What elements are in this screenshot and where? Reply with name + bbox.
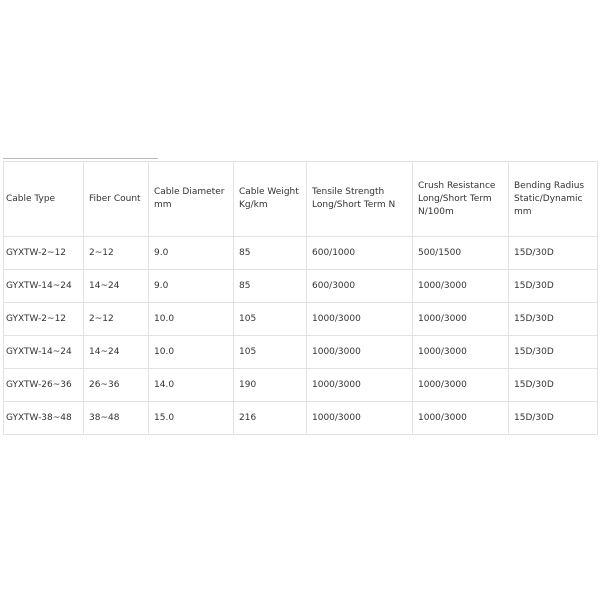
cell-tensile-strength: 1000/3000 (307, 402, 413, 435)
cell-fiber-count: 26~36 (84, 369, 149, 402)
cell-fiber-count: 38~48 (84, 402, 149, 435)
table-row (4, 270, 598, 303)
cell-fiber-count: 14~24 (84, 336, 149, 369)
cell-crush-resistance: 1000/3000 (413, 270, 509, 303)
cell-cable-weight: 105 (234, 336, 307, 369)
top-divider (3, 158, 158, 159)
table-header-row (4, 162, 598, 237)
cell-bending-radius: 15D/30D (509, 369, 598, 402)
cell-bending-radius: 15D/30D (509, 237, 598, 270)
cable-spec-table (3, 161, 598, 435)
cell-cable-type: GYXTW-14~24 (4, 270, 84, 303)
cell-bending-radius: 15D/30D (509, 402, 598, 435)
table-row (4, 237, 598, 270)
cell-cable-diameter: 14.0 (149, 369, 234, 402)
cell-tensile-strength: 600/1000 (307, 237, 413, 270)
table-row (4, 402, 598, 435)
cell-crush-resistance: 1000/3000 (413, 402, 509, 435)
cell-bending-radius: 15D/30D (509, 270, 598, 303)
cell-cable-type: GYXTW-26~36 (4, 369, 84, 402)
table-row (4, 369, 598, 402)
header-bending-radius: Bending Radius Static/Dynamic mm (509, 162, 598, 237)
cell-cable-diameter: 15.0 (149, 402, 234, 435)
cell-bending-radius: 15D/30D (509, 303, 598, 336)
header-cable-diameter: Cable Diameter mm (149, 162, 234, 237)
header-crush-resistance: Crush Resistance Long/Short Term N/100m (413, 162, 509, 237)
cell-cable-weight: 85 (234, 270, 307, 303)
cell-bending-radius: 15D/30D (509, 336, 598, 369)
cell-cable-type: GYXTW-2~12 (4, 303, 84, 336)
cell-crush-resistance: 1000/3000 (413, 336, 509, 369)
header-cable-weight: Cable Weight Kg/km (234, 162, 307, 237)
cell-cable-weight: 105 (234, 303, 307, 336)
cell-cable-type: GYXTW-14~24 (4, 336, 84, 369)
table-row (4, 303, 598, 336)
cell-cable-diameter: 10.0 (149, 303, 234, 336)
cell-cable-weight: 190 (234, 369, 307, 402)
cell-tensile-strength: 1000/3000 (307, 369, 413, 402)
table-row (4, 336, 598, 369)
cell-tensile-strength: 600/3000 (307, 270, 413, 303)
header-cable-type: Cable Type (4, 162, 84, 237)
cell-fiber-count: 14~24 (84, 270, 149, 303)
cell-fiber-count: 2~12 (84, 303, 149, 336)
cell-cable-weight: 216 (234, 402, 307, 435)
cell-cable-type: GYXTW-2~12 (4, 237, 84, 270)
cell-cable-diameter: 9.0 (149, 237, 234, 270)
cell-fiber-count: 2~12 (84, 237, 149, 270)
header-fiber-count: Fiber Count (84, 162, 149, 237)
cell-cable-type: GYXTW-38~48 (4, 402, 84, 435)
cell-cable-diameter: 9.0 (149, 270, 234, 303)
cell-tensile-strength: 1000/3000 (307, 336, 413, 369)
cell-crush-resistance: 500/1500 (413, 237, 509, 270)
header-tensile-strength: Tensile Strength Long/Short Term N (307, 162, 413, 237)
cell-cable-diameter: 10.0 (149, 336, 234, 369)
cell-crush-resistance: 1000/3000 (413, 369, 509, 402)
cell-cable-weight: 85 (234, 237, 307, 270)
cell-crush-resistance: 1000/3000 (413, 303, 509, 336)
cell-tensile-strength: 1000/3000 (307, 303, 413, 336)
